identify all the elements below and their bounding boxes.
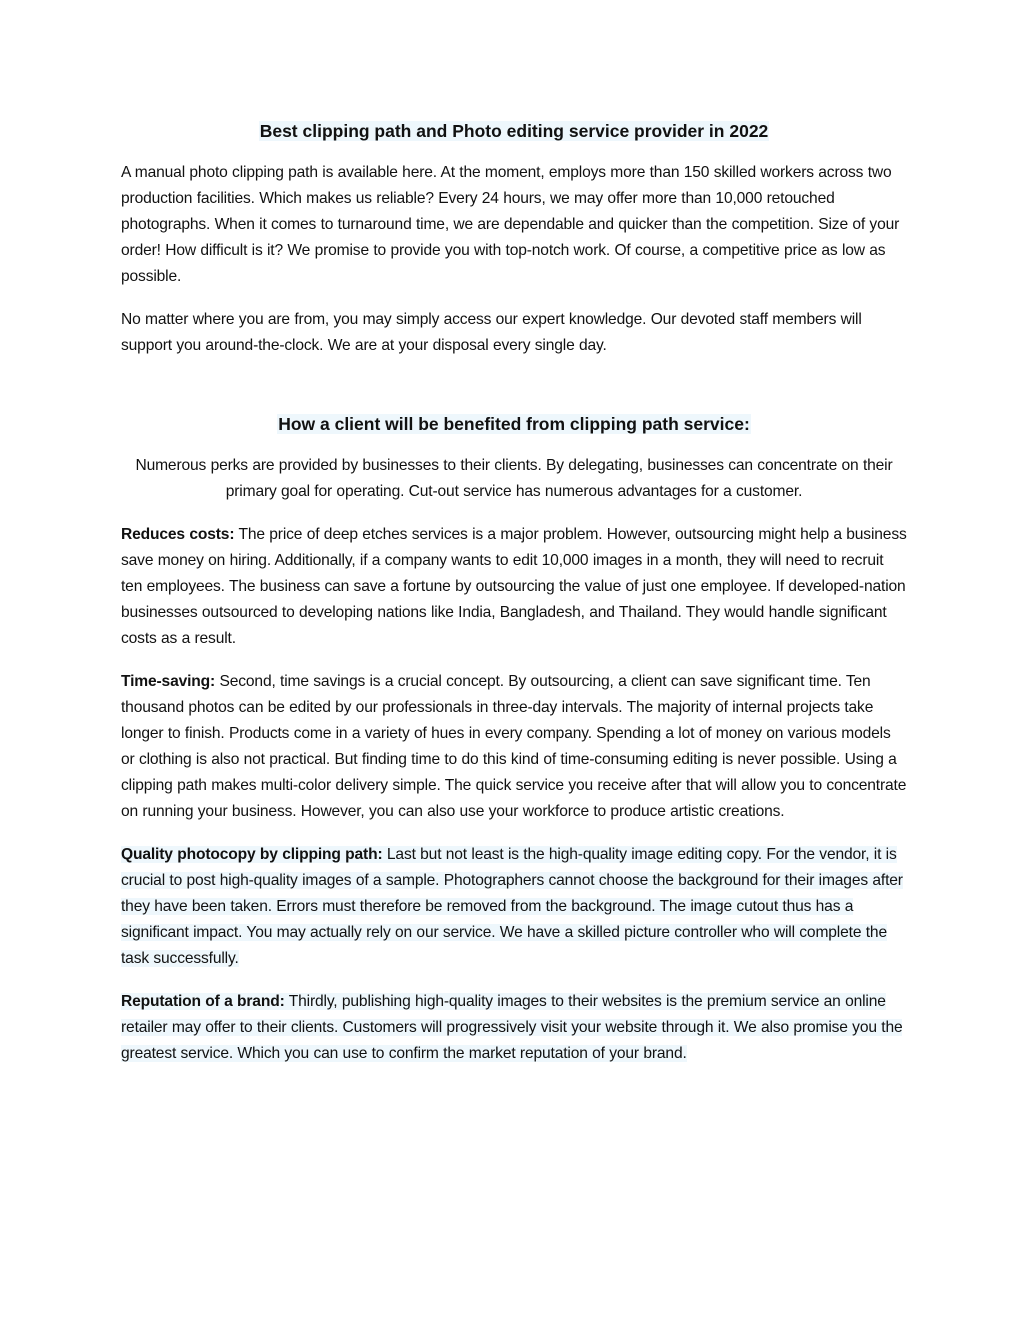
page-title-text: Best clipping path and Photo editing service provider in 2022 <box>259 121 769 141</box>
section-heading-text: How a client will be benefited from clipping path service: <box>278 414 750 434</box>
benefit-label: Reduces costs: <box>121 526 235 543</box>
page-title <box>121 118 907 144</box>
benefit-text: Second, time savings is a crucial concept. By outsourcing, a client can save significant time. Ten thousand photos can be edited by our professionals in three-day intervals. The majority of internal projects take longer to finish. Products come in a variety of hues in every company. Spending a lot of money on various models or clothing is also not practical. But finding time to do this kind of time-consuming editing is never possible. Using a clipping path makes multi-color delivery simple. The quick service you receive after that will allow you to concentrate on running your business. However, you can also use your workforce to produce artistic creations. <box>121 673 907 820</box>
intro-paragraph-2: No matter where you are from, you may simply access our expert knowledge. Our devoted staff members will support you around-the-clock. We are at your disposal every single day. <box>121 311 862 354</box>
benefit-label: Quality photocopy by clipping path: <box>121 846 383 863</box>
document-content <box>121 118 907 1084</box>
benefit-quality-photocopy <box>121 842 907 972</box>
benefit-reduces-costs <box>121 522 907 652</box>
benefit-brand-reputation <box>121 989 907 1067</box>
benefit-label: Reputation of a brand: <box>121 993 285 1010</box>
benefit-label: Time-saving: <box>121 673 216 690</box>
benefit-text: Last but not least is the high-quality image editing copy. For the vendor, it is crucial to post high-quality images of a sample. Photographers cannot choose the background for their images after they have been taken. Errors must therefore be removed from the background. The image cutout thus has a significant impact. You may actually rely on our service. We have a skilled picture controller who will complete the task successfully. <box>121 846 903 967</box>
benefit-time-saving <box>121 669 907 825</box>
benefit-text: Thirdly, publishing high-quality images to their websites is the premium service an online retailer may offer to their clients. Customers will progressively visit your website through it. We also promise you the greatest service. Which you can use to confirm the market reputation of your brand. <box>121 993 903 1062</box>
benefit-text: The price of deep etches services is a major problem. However, outsourcing might help a business save money on hiring. Additionally, if a company wants to edit 10,000 images in a month, they will need to recruit ten employees. The business can save a fortune by outsourcing the value of just one employee. If developed-nation businesses outsourced to developing nations like India, Bangladesh, and Thailand. They would handle significant costs as a result. <box>121 526 907 647</box>
section-heading <box>121 411 907 437</box>
section-intro: Numerous perks are provided by businesses to their clients. By delegating, businesses can concentrate on their primary goal for operating. Cut-out service has numerous advantages for a customer. <box>135 457 893 500</box>
intro-paragraph-1: A manual photo clipping path is available here. At the moment, employs more than 150 skilled workers across two production facilities. Which makes us reliable? Every 24 hours, we may offer more than 10,000 retouched photographs. When it comes to turnaround time, we are dependable and quicker than the competition. Size of your order! How difficult is it? We promise to provide you with top-notch work. Of course, a competitive price as low as possible. <box>121 164 900 285</box>
